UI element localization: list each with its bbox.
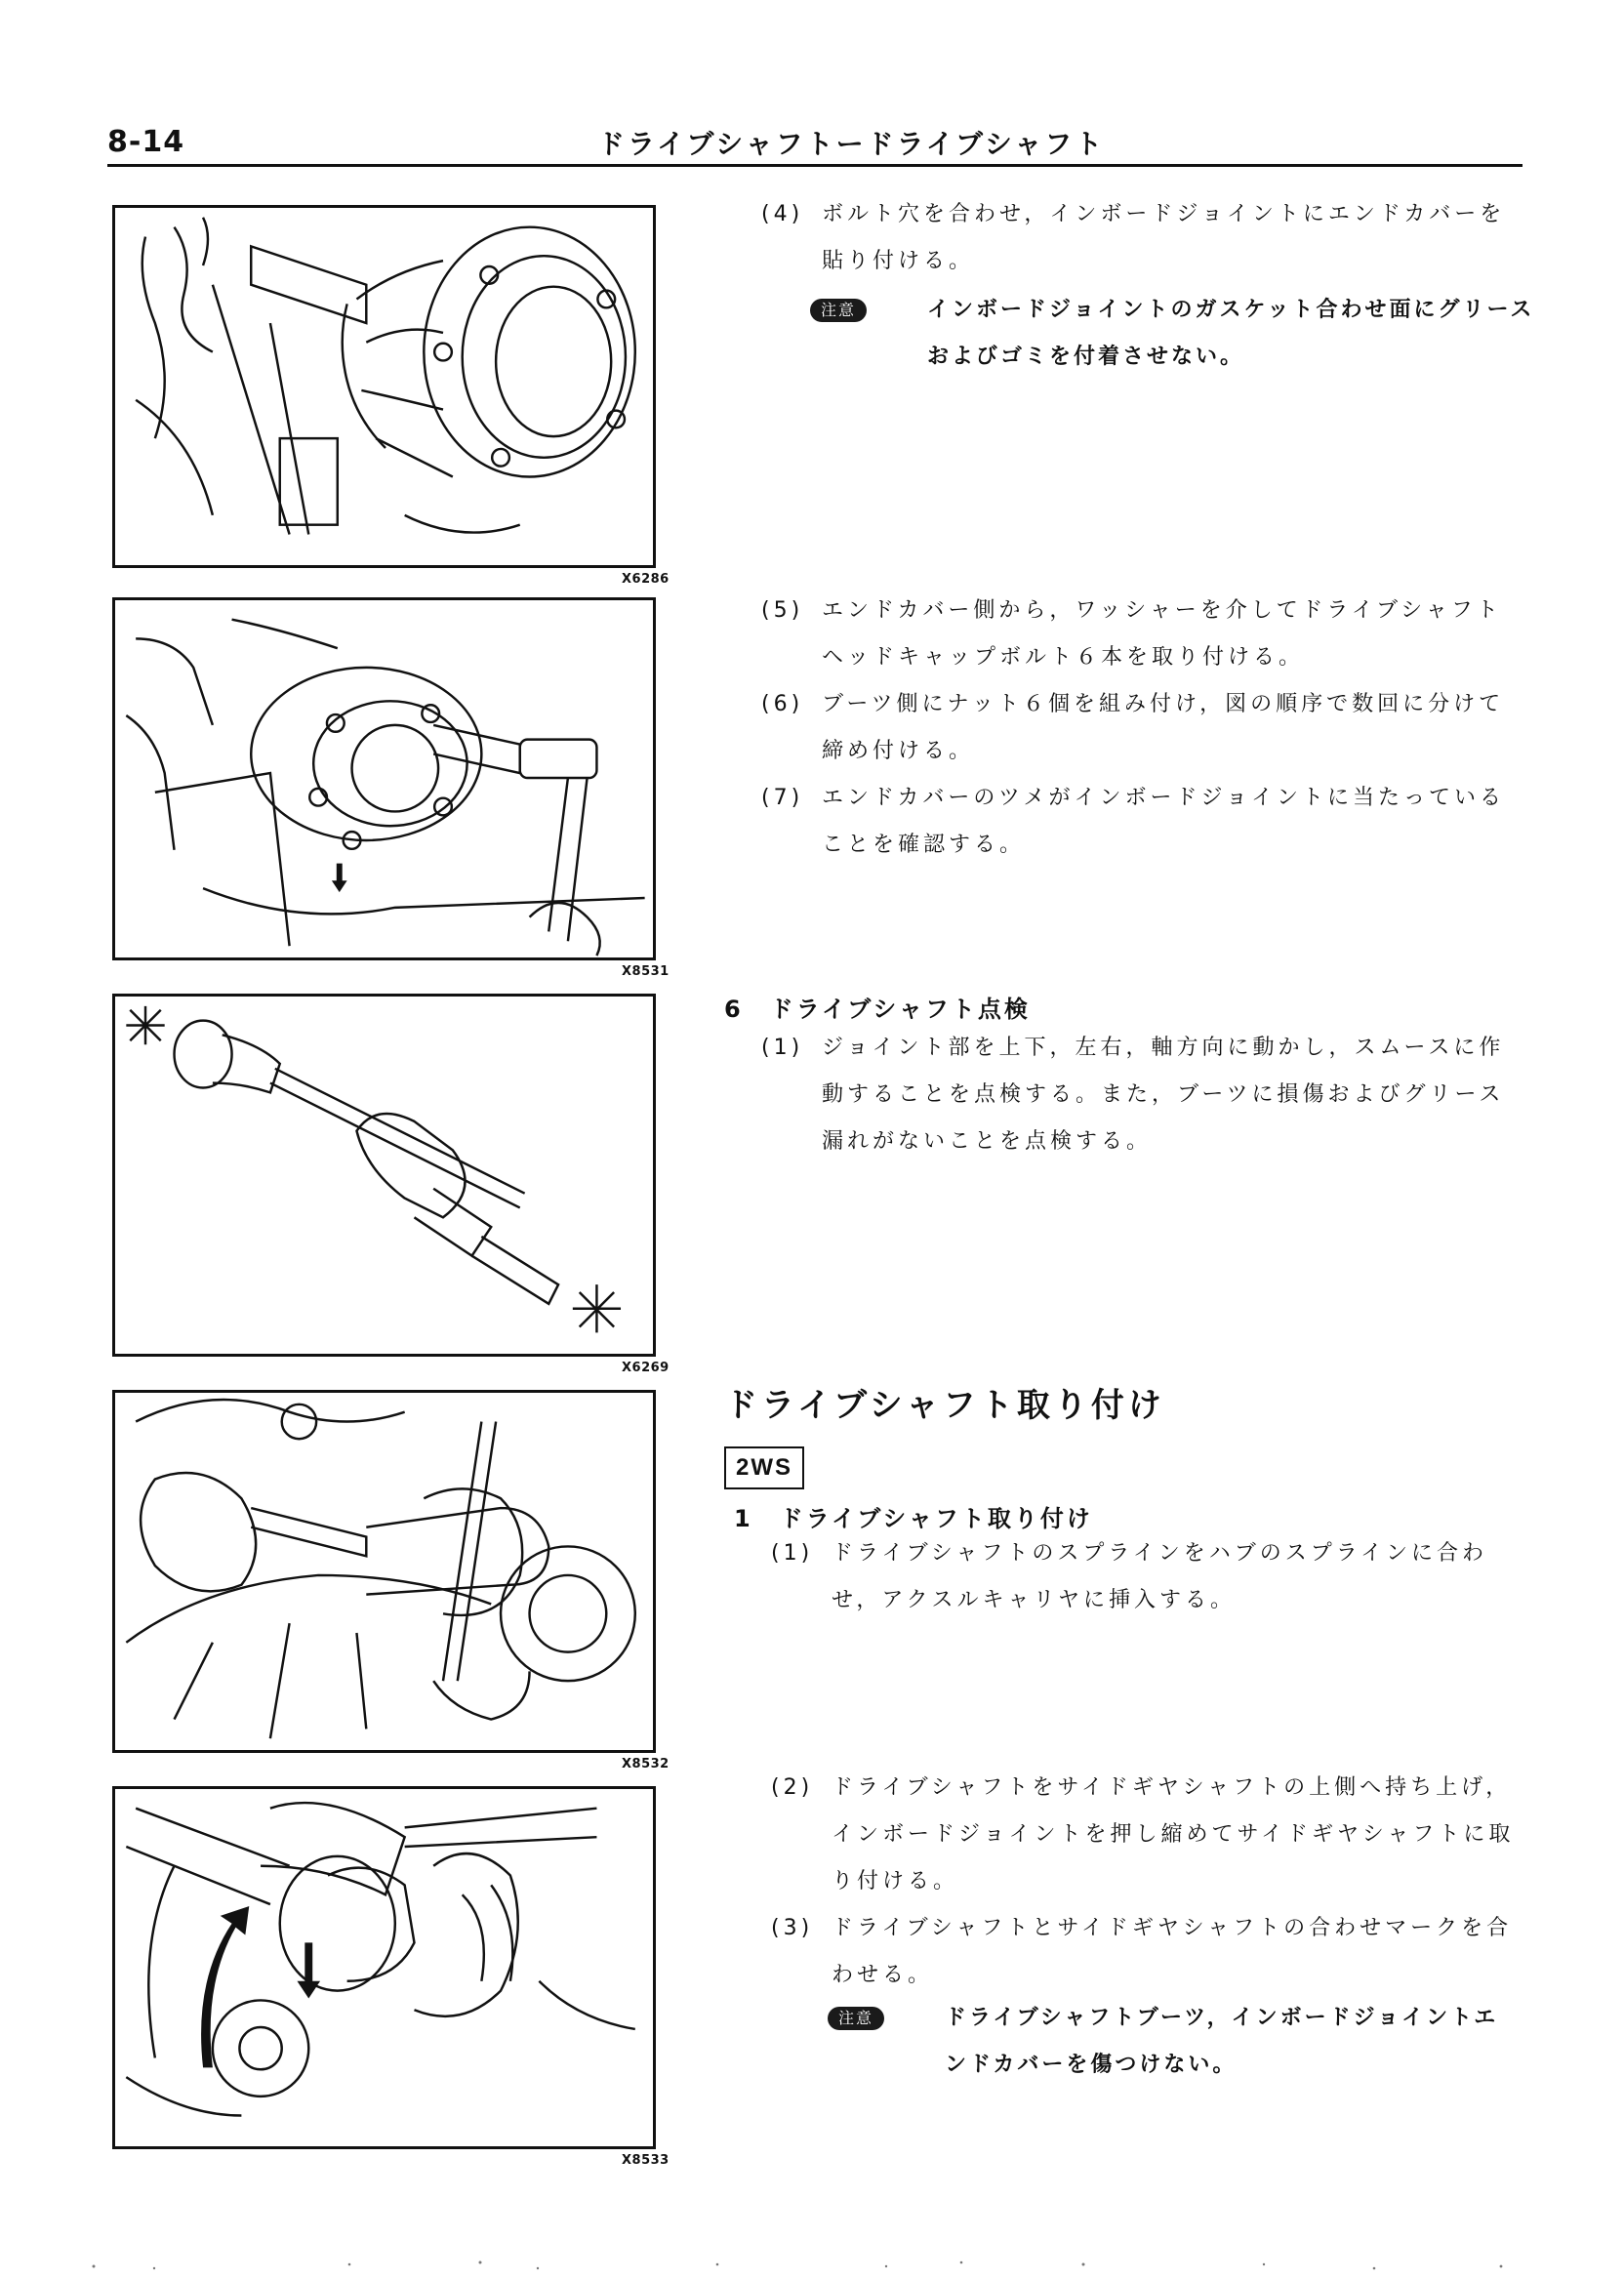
figure-code: X6286 xyxy=(622,572,670,587)
step-number: (7) xyxy=(761,786,804,810)
step-number: (5) xyxy=(761,598,804,623)
caution-text: ドライブシャフトブーツ，インボードジョイントエンドカバーを傷つけない。 xyxy=(945,2006,1499,2077)
figure-code: X8532 xyxy=(622,1757,670,1771)
figure-x8531 xyxy=(112,597,656,960)
step-number: (3) xyxy=(771,1916,814,1940)
figure-x6269 xyxy=(112,994,656,1357)
step-text: エンドカバーのツメがインボードジョイントに当たっていることを確認する。 xyxy=(822,786,1506,857)
figure-code: X6269 xyxy=(622,1361,670,1375)
step-text: ドライブシャフトをサイドギヤシャフトの上側へ持ち上げ，インボードジョイントを押し縮めてサイドギヤシャフトに取り付ける。 xyxy=(832,1775,1515,1893)
caution-note-2 xyxy=(828,1995,1522,2093)
header-rule xyxy=(107,164,1522,167)
bolt-tightening-wrench-illustration-icon xyxy=(115,600,653,957)
step-number: (1) xyxy=(761,1036,804,1060)
2ws-tag: 2WS xyxy=(724,1446,804,1489)
step-7 xyxy=(761,775,1522,873)
step-text: ドライブシャフトのスプラインをハブのスプラインに合わせ，アクスルキャリヤに挿入する。 xyxy=(832,1541,1488,1612)
figure-code: X8531 xyxy=(622,964,670,979)
install-step-1 xyxy=(771,1530,1522,1628)
install-heading: ドライブシャフト取り付け xyxy=(724,1386,1165,1425)
step-number: (1) xyxy=(771,1541,814,1566)
step-number: (4) xyxy=(761,202,804,226)
figure-x8533 xyxy=(112,1786,656,2149)
step-number: (6) xyxy=(761,692,804,716)
install-step-2 xyxy=(771,1765,1522,1911)
curved-arrow-up-icon xyxy=(201,1906,249,2067)
figure-x8532 xyxy=(112,1390,656,1753)
side-gear-shaft-install-illustration-icon xyxy=(115,1789,653,2146)
section-6-step-1 xyxy=(761,1025,1522,1171)
section-6-heading: 6 ドライブシャフト点検 xyxy=(724,996,1031,1023)
step-text: エンドカバー側から，ワッシャーを介してドライブシャフトヘッドキャップボルト６本を取り付ける。 xyxy=(822,598,1502,670)
install-step-3 xyxy=(771,1905,1522,2003)
figure-x6286 xyxy=(112,205,656,568)
caution-note-1 xyxy=(810,287,1535,385)
arrow-up-icon xyxy=(332,864,347,893)
step-6 xyxy=(761,681,1522,779)
arrow-down-icon xyxy=(297,1942,320,1998)
drive-shaft-hub-install-illustration-icon xyxy=(115,1393,653,1750)
drive-shaft-movement-check-illustration-icon xyxy=(115,997,653,1354)
step-text: ブーツ側にナット６個を組み付け，図の順序で数回に分けて締め付ける。 xyxy=(822,692,1505,763)
step-4 xyxy=(761,191,1522,289)
step-text: ドライブシャフトとサイドギヤシャフトの合わせマークを合わせる。 xyxy=(832,1916,1513,1987)
install-sub-heading: 1 ドライブシャフト取り付け xyxy=(734,1505,1093,1532)
caution-badge: 注意 xyxy=(828,2007,884,2030)
caution-text: インボードジョイントのガスケット合わせ面にグリースおよびゴミを付着させない。 xyxy=(927,298,1535,369)
figure-code: X8533 xyxy=(622,2153,670,2168)
step-5 xyxy=(761,588,1522,685)
step-text: ジョイント部を上下，左右，軸方向に動かし，スムースに作動することを点検する。また，ブーツに損傷およびグリース漏れがないことを点検する。 xyxy=(822,1036,1505,1154)
inboard-joint-end-cover-illustration-icon xyxy=(115,208,653,565)
scan-specks xyxy=(0,2245,1624,2280)
page-number: 8-14 xyxy=(107,125,185,159)
step-number: (2) xyxy=(771,1775,814,1800)
page-header-title: ドライブシャフトードライブシャフト xyxy=(597,128,1106,160)
step-text: ボルト穴を合わせ，インボードジョイントにエンドカバーを貼り付ける。 xyxy=(822,202,1506,273)
caution-badge: 注意 xyxy=(810,299,867,322)
